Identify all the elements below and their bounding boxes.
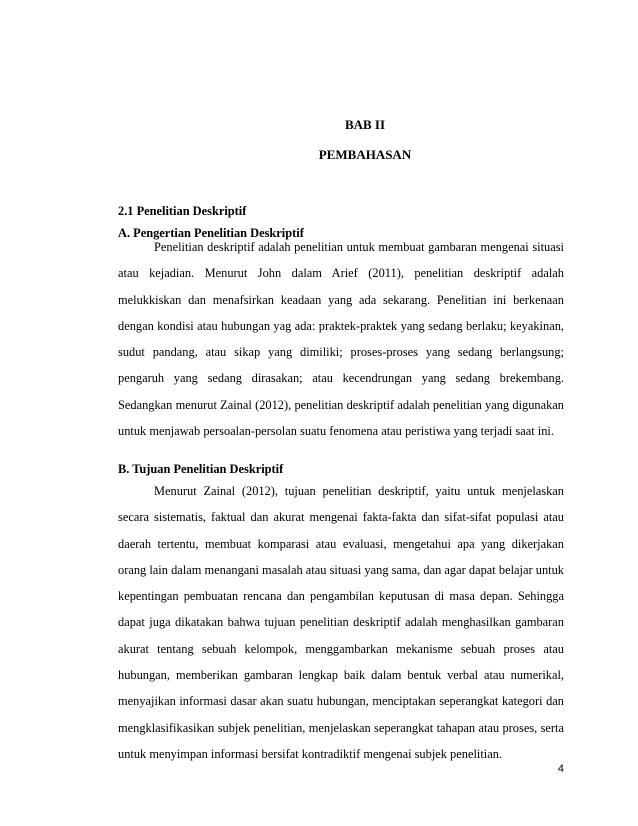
subsection-a-paragraph: Penelitian deskriptif adalah penelitian untuk membuat gambaran mengenai situasi atau kejadian. Menurut John dalam Arief (2011), penelitian deskriptif adalah melukkiskan dan menafsirkan keadaan yang ada sekarang. Penelitian ini berkenaan dengan kondisi atau hubungan yag ada: praktek-praktek yang sedang berlaku; keyakinan, sudut pandang, atau sikap yang dimiliki; proses-proses yang sedang berlangsung; pengaruh yang sedang dirasakan; atau kecendrungan yang sedang brekembang. Sedangkan menurut Zainal (2012), penelitian deskriptif adalah penelitian yang digunakan untuk menjawab persoalan-persolan suatu fenomena atau peristiwa yang terjadi saat ini. [118, 240, 564, 439]
subsection-a-heading: A. Pengertian Penelitian Deskriptif [118, 226, 304, 240]
chapter-number: BAB II [344, 117, 386, 132]
chapter-title: PEMBAHASAN [318, 147, 412, 162]
section-heading: 2.1 Penelitian Deskriptif [118, 204, 247, 218]
subsection-b-heading: B. Tujuan Penelitian Deskriptif [118, 462, 284, 476]
subsection-b-paragraph: Menurut Zainal (2012), tujuan penelitian deskriptif, yaitu untuk menjelaskan secara sistematis, faktual dan akurat mengenai fakta-fakta dan sifat-sifat populasi atau daerah tertentu, membuat komparasi atau evaluasi, mengetahui apa yang dikerjakan orang lain dalam menangani masalah atau situasi yang sama, dan agar dapat belajar untuk kepentingan pembuatan rencana dan pengambilan keputusan di masa depan. Sehingga dapat juga dikatakan bahwa tujuan penelitian deskriptif adalah menghasilkan gambaran akurat tentang sebuah kelompok, menggambarkan mekanisme sebuah proses atau hubungan, memberikan gambaran lengkap baik dalam bentuk verbal atau numerikal, menyajikan informasi dasar akan suatu hubungan, menciptakan seperangkat kategori dan mengklasifikasikan subjek penelitian, menjelaskan seperangkat tahapan atau proses, serta untuk menyimpan informasi bersifat kontradiktif mengenai subjek penelitian. [118, 484, 564, 761]
page-number: 4 [557, 763, 564, 775]
